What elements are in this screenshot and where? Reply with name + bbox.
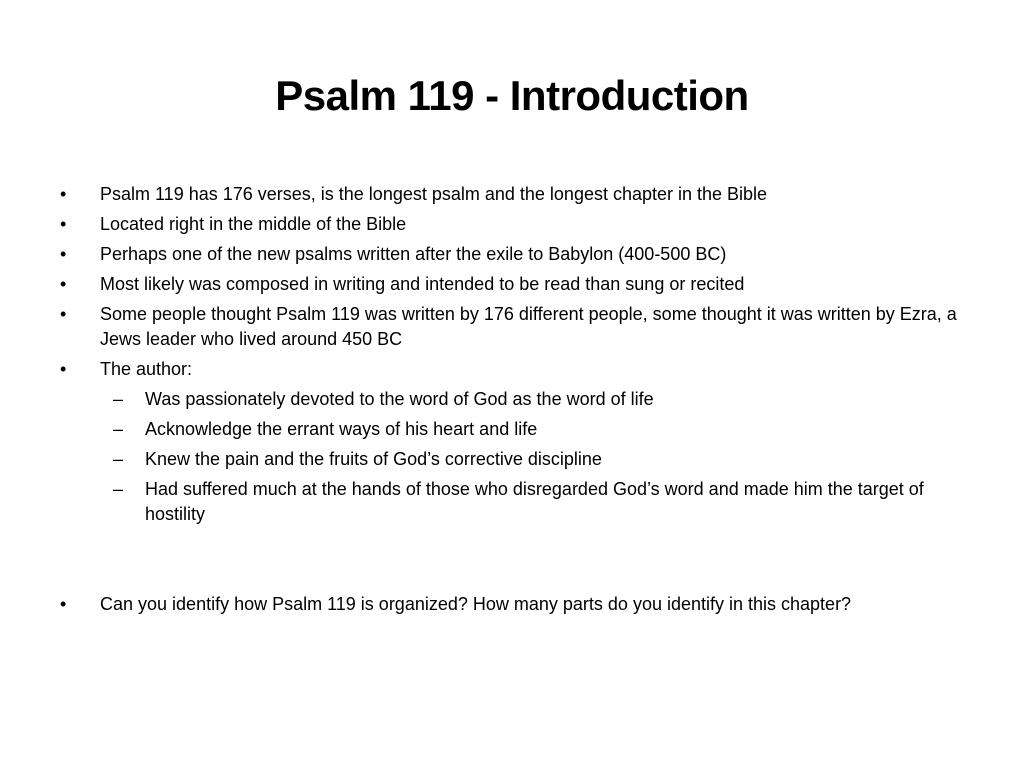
bullet-item (58, 212, 958, 237)
sub-bullet-item (58, 417, 958, 442)
dash-marker: – (113, 389, 124, 409)
bullet-marker: • (60, 359, 67, 379)
sub-bullet-text: Had suffered much at the hands of those who disregarded God’s word and made him the target of hostility (145, 479, 924, 524)
bullet-item (58, 272, 958, 297)
dash-marker: – (113, 449, 124, 469)
bullet-item (58, 357, 958, 382)
sub-bullet-text: Acknowledge the errant ways of his heart and life (145, 419, 538, 439)
bullet-marker: • (60, 214, 67, 234)
sub-bullet-item (58, 387, 958, 412)
sub-bullet-item (58, 447, 958, 472)
bullet-text: Some people thought Psalm 119 was written by 176 different people, some thought it was written by Ezra, a Jews leader who lived around 450 BC (100, 304, 957, 349)
bullet-marker: • (60, 304, 67, 324)
sub-bullet-item (58, 477, 958, 527)
bullet-text: The author: (100, 359, 193, 379)
slide-body (58, 182, 958, 622)
sub-bullet-text: Knew the pain and the fruits of God’s corrective discipline (145, 449, 602, 469)
dash-marker: – (113, 479, 124, 499)
bullet-marker: • (60, 274, 67, 294)
bullet-marker: • (60, 184, 67, 204)
bullet-marker: • (60, 244, 67, 264)
sub-bullet-text: Was passionately devoted to the word of God as the word of life (145, 389, 654, 409)
slide-title: Psalm 119 - Introduction (275, 72, 749, 119)
question-text: Can you identify how Psalm 119 is organized? How many parts do you identify in this chapter? (100, 594, 852, 614)
bullet-text: Most likely was composed in writing and intended to be read than sung or recited (100, 274, 745, 294)
bullet-item (58, 302, 958, 352)
bullet-text: Located right in the middle of the Bible (100, 214, 407, 234)
question-item (58, 592, 958, 617)
bullet-text: Psalm 119 has 176 verses, is the longest psalm and the longest chapter in the Bible (100, 184, 768, 204)
dash-marker: – (113, 419, 124, 439)
bullet-text: Perhaps one of the new psalms written after the exile to Babylon (400-500 BC) (100, 244, 727, 264)
spacer (58, 532, 958, 592)
bullet-item (58, 182, 958, 207)
bullet-item (58, 242, 958, 267)
bullet-marker: • (60, 594, 67, 614)
